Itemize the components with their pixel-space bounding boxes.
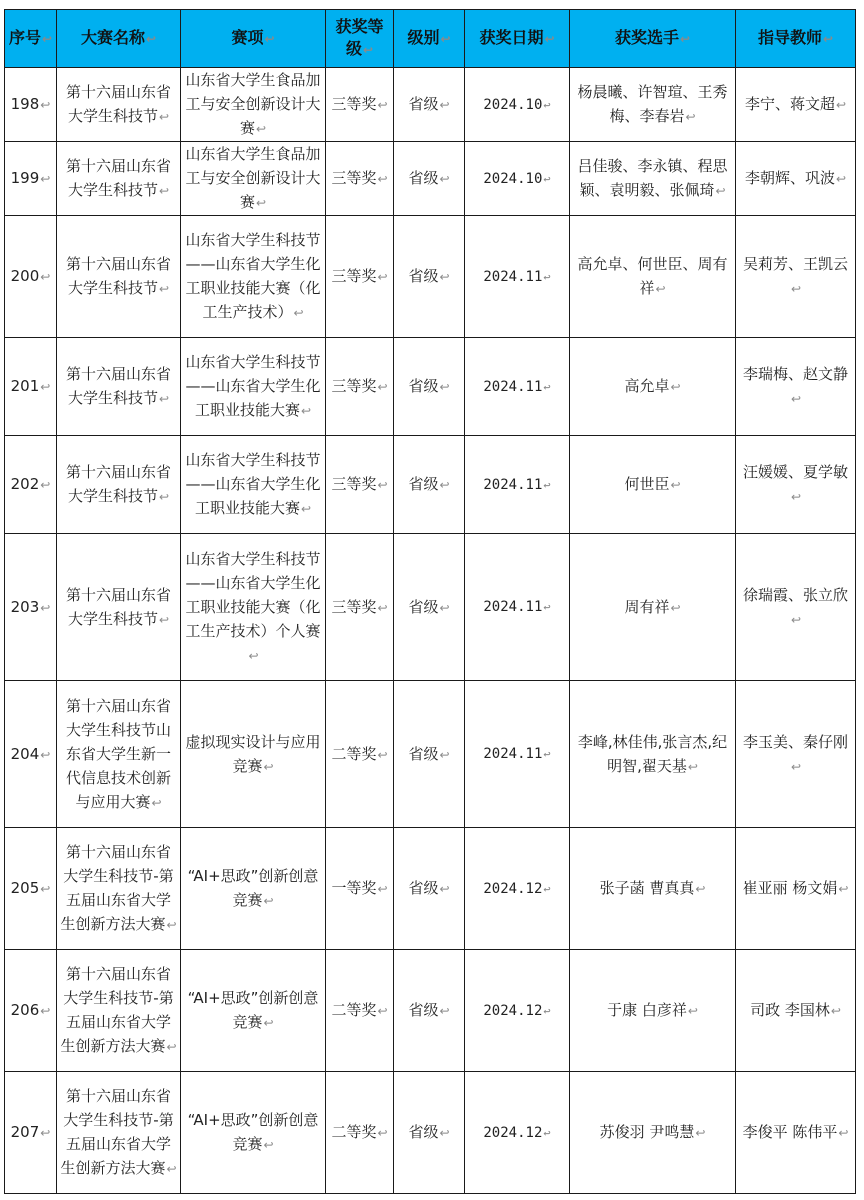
paragraph-mark: ↩: [790, 392, 802, 406]
paragraph-mark: ↩: [40, 172, 51, 186]
cell-students: 于康 白彦祥↩: [570, 950, 736, 1072]
header-contest: 大赛名称↩: [57, 10, 181, 68]
paragraph-mark: ↩: [439, 172, 450, 186]
cell-event: 山东省大学生食品加工与安全创新设计大赛↩: [181, 68, 326, 142]
paragraph-mark: ↩: [40, 380, 51, 394]
paragraph-mark: ↩: [377, 1126, 388, 1140]
paragraph-mark: ↩: [439, 882, 450, 896]
cell-no: 203↩: [5, 534, 57, 681]
paragraph-mark: ↩: [377, 1004, 388, 1018]
paragraph-mark: ↩: [439, 380, 450, 394]
paragraph-mark: ↩: [439, 98, 450, 112]
cell-contest: 第十六届山东省大学生科技节↩: [57, 534, 181, 681]
paragraph-mark: ↩: [377, 478, 388, 492]
cell-date: 2024.10↩: [465, 68, 570, 142]
header-no: 序号↩: [5, 10, 57, 68]
cell-award: 三等奖↩: [326, 68, 394, 142]
cell-students: 高允卓↩: [570, 338, 736, 436]
paragraph-mark: ↩: [790, 490, 802, 504]
paragraph-mark: ↩: [830, 1004, 841, 1018]
paragraph-mark: ↩: [790, 759, 802, 774]
cell-level: 省级↩: [394, 216, 465, 338]
table-row: [5, 142, 856, 216]
cell-students: 高允卓、何世臣、周有祥↩: [570, 216, 736, 338]
paragraph-mark: ↩: [377, 600, 388, 615]
paragraph-mark: ↩: [439, 478, 450, 492]
paragraph-mark: ↩: [263, 759, 274, 774]
cell-no: 198↩: [5, 68, 57, 142]
cell-event: “AI+思政”创新创意竞赛↩: [181, 828, 326, 950]
cell-teachers: 司政 李国林↩: [736, 950, 856, 1072]
cell-students: 杨晨曦、许智瑄、王秀梅、李春岩↩: [570, 68, 736, 142]
paragraph-mark: ↩: [40, 600, 51, 615]
header-level: 级别↩: [394, 10, 465, 68]
cell-level: 省级↩: [394, 1072, 465, 1194]
cell-level: 省级↩: [394, 142, 465, 216]
cell-level: 省级↩: [394, 68, 465, 142]
cell-teachers: 李玉美、秦仔刚↩: [736, 681, 856, 828]
cell-award: 三等奖↩: [326, 216, 394, 338]
paragraph-mark: ↩: [790, 282, 802, 296]
cell-no: 205↩: [5, 828, 57, 950]
table-row: [5, 828, 856, 950]
cell-date: 2024.12↩: [465, 828, 570, 950]
cell-event: “AI+思政”创新创意竞赛↩: [181, 950, 326, 1072]
paragraph-mark: ↩: [439, 1126, 450, 1140]
table-row: [5, 216, 856, 338]
paragraph-mark: ↩: [439, 1004, 450, 1018]
cell-contest: 第十六届山东省大学生科技节↩: [57, 216, 181, 338]
paragraph-mark: ↩: [543, 477, 551, 492]
paragraph-mark: ↩: [158, 282, 170, 296]
paragraph-mark: ↩: [377, 98, 388, 112]
awards-table: [4, 9, 856, 1194]
cell-date: 2024.11↩: [465, 338, 570, 436]
cell-students: 何世臣↩: [570, 436, 736, 534]
paragraph-mark: ↩: [838, 1126, 849, 1140]
paragraph-mark: ↩: [695, 1126, 706, 1140]
cell-no: 207↩: [5, 1072, 57, 1194]
cell-no: 200↩: [5, 216, 57, 338]
cell-contest: 第十六届山东省大学生科技节-第五届山东省大学生创新方法大赛↩: [57, 950, 181, 1072]
paragraph-mark: ↩: [439, 270, 450, 284]
cell-students: 吕佳骏、李永镇、程思颖、袁明毅、张佩琦↩: [570, 142, 736, 216]
paragraph-mark: ↩: [439, 747, 450, 762]
paragraph-mark: ↩: [655, 282, 666, 296]
cell-award: 二等奖↩: [326, 681, 394, 828]
cell-contest: 第十六届山东省大学生科技节-第五届山东省大学生创新方法大赛↩: [57, 828, 181, 950]
cell-date: 2024.10↩: [465, 142, 570, 216]
cell-no: 204↩: [5, 681, 57, 828]
table-row: [5, 681, 856, 828]
header-students: 获奖选手↩: [570, 10, 736, 68]
paragraph-mark: ↩: [543, 269, 551, 284]
cell-students: 张子菡 曹真真↩: [570, 828, 736, 950]
paragraph-mark: ↩: [687, 1004, 698, 1018]
paragraph-mark: ↩: [158, 110, 170, 124]
cell-award: 三等奖↩: [326, 142, 394, 216]
cell-teachers: 李瑞梅、赵文静↩: [736, 338, 856, 436]
cell-date: 2024.11↩: [465, 534, 570, 681]
paragraph-mark: ↩: [300, 502, 312, 516]
paragraph-mark: ↩: [151, 795, 162, 810]
cell-teachers: 吴莉芳、王凯云↩: [736, 216, 856, 338]
paragraph-mark: ↩: [687, 759, 698, 774]
cell-contest: 第十六届山东省大学生科技节↩: [57, 142, 181, 216]
cell-teachers: 汪媛媛、夏学敏↩: [736, 436, 856, 534]
cell-award: 二等奖↩: [326, 1072, 394, 1194]
cell-date: 2024.11↩: [465, 681, 570, 828]
cell-award: 三等奖↩: [326, 436, 394, 534]
cell-level: 省级↩: [394, 681, 465, 828]
paragraph-mark: ↩: [300, 404, 312, 418]
paragraph-mark: ↩: [293, 306, 304, 320]
cell-contest: 第十六届山东省大学生科技节-第五届山东省大学生创新方法大赛↩: [57, 1072, 181, 1194]
paragraph-mark: ↩: [543, 97, 551, 112]
cell-students: 周有祥↩: [570, 534, 736, 681]
header-teachers: 指导教师↩: [736, 10, 856, 68]
cell-teachers: 李俊平 陈伟平↩: [736, 1072, 856, 1194]
table-row: [5, 534, 856, 681]
paragraph-mark: ↩: [248, 648, 259, 663]
header-row: [5, 10, 856, 68]
paragraph-mark: ↩: [40, 882, 51, 896]
paragraph-mark: ↩: [685, 110, 696, 124]
paragraph-mark: ↩: [263, 1016, 274, 1030]
cell-award: 一等奖↩: [326, 828, 394, 950]
cell-date: 2024.11↩: [465, 216, 570, 338]
cell-teachers: 徐瑞霞、张立欣↩: [736, 534, 856, 681]
paragraph-mark: ↩: [543, 1125, 551, 1140]
cell-students: 苏俊羽 尹鸣慧↩: [570, 1072, 736, 1194]
paragraph-mark: ↩: [40, 1004, 51, 1018]
cell-students: 李峰,林佳伟,张言杰,纪明智,翟天基↩: [570, 681, 736, 828]
paragraph-mark: ↩: [377, 172, 388, 186]
paragraph-mark: ↩: [543, 881, 551, 896]
cell-date: 2024.11↩: [465, 436, 570, 534]
paragraph-mark: ↩: [377, 380, 388, 394]
paragraph-mark: ↩: [377, 270, 388, 284]
table-row: [5, 1072, 856, 1194]
cell-date: 2024.12↩: [465, 950, 570, 1072]
cell-no: 199↩: [5, 142, 57, 216]
cell-award: 三等奖↩: [326, 338, 394, 436]
paragraph-mark: ↩: [670, 600, 681, 615]
paragraph-mark: ↩: [158, 184, 170, 198]
paragraph-mark: ↩: [695, 882, 706, 896]
paragraph-mark: ↩: [543, 171, 551, 186]
cell-teachers: 李宁、蒋文超↩: [736, 68, 856, 142]
table-row: [5, 338, 856, 436]
cell-level: 省级↩: [394, 534, 465, 681]
paragraph-mark: ↩: [158, 612, 170, 627]
paragraph-mark: ↩: [543, 747, 551, 761]
paragraph-mark: ↩: [263, 894, 274, 908]
paragraph-mark: ↩: [377, 747, 388, 762]
paragraph-mark: ↩: [158, 392, 170, 406]
paragraph-mark: ↩: [670, 478, 681, 492]
table-row: [5, 436, 856, 534]
cell-level: 省级↩: [394, 950, 465, 1072]
paragraph-mark: ↩: [377, 882, 388, 896]
table-row: [5, 950, 856, 1072]
cell-event: 山东省大学生科技节——山东省大学生化工职业技能大赛（化工生产技术）↩: [181, 216, 326, 338]
cell-event: “AI+思政”创新创意竞赛↩: [181, 1072, 326, 1194]
paragraph-mark: ↩: [543, 1003, 551, 1018]
header-event: 赛项↩: [181, 10, 326, 68]
paragraph-mark: ↩: [670, 380, 681, 394]
cell-event: 山东省大学生食品加工与安全创新设计大赛↩: [181, 142, 326, 216]
cell-event: 山东省大学生科技节——山东省大学生化工职业技能大赛（化工生产技术）个人赛↩: [181, 534, 326, 681]
paragraph-mark: ↩: [40, 478, 51, 492]
header-award: 获奖等级↩: [326, 10, 394, 68]
cell-teachers: 崔亚丽 杨文娟↩: [736, 828, 856, 950]
paragraph-mark: ↩: [158, 490, 170, 504]
paragraph-mark: ↩: [715, 184, 726, 198]
cell-contest: 第十六届山东省大学生科技节↩: [57, 436, 181, 534]
paragraph-mark: ↩: [439, 600, 450, 615]
cell-contest: 第十六届山东省大学生科技节↩: [57, 338, 181, 436]
cell-level: 省级↩: [394, 436, 465, 534]
paragraph-mark: ↩: [790, 612, 802, 627]
cell-event: 山东省大学生科技节——山东省大学生化工职业技能大赛↩: [181, 436, 326, 534]
cell-teachers: 李朝辉、巩波↩: [736, 142, 856, 216]
paragraph-mark: ↩: [543, 600, 551, 614]
paragraph-mark: ↩: [263, 1138, 274, 1152]
cell-no: 202↩: [5, 436, 57, 534]
cell-event: 山东省大学生科技节——山东省大学生化工职业技能大赛↩: [181, 338, 326, 436]
cell-level: 省级↩: [394, 338, 465, 436]
paragraph-mark: ↩: [835, 98, 847, 112]
cell-no: 201↩: [5, 338, 57, 436]
cell-date: 2024.12↩: [465, 1072, 570, 1194]
paragraph-mark: ↩: [543, 379, 551, 394]
paragraph-mark: ↩: [835, 172, 847, 186]
paragraph-mark: ↩: [40, 270, 51, 284]
cell-no: 206↩: [5, 950, 57, 1072]
paragraph-mark: ↩: [40, 98, 51, 112]
paragraph-mark: ↩: [166, 918, 177, 932]
header-date: 获奖日期↩: [465, 10, 570, 68]
paragraph-mark: ↩: [255, 122, 267, 136]
paragraph-mark: ↩: [166, 1162, 177, 1176]
paragraph-mark: ↩: [838, 882, 849, 896]
paragraph-mark: ↩: [40, 1126, 51, 1140]
cell-contest: 第十六届山东省大学生科技节↩: [57, 68, 181, 142]
paragraph-mark: ↩: [40, 747, 51, 762]
table-row: [5, 68, 856, 142]
cell-award: 二等奖↩: [326, 950, 394, 1072]
cell-award: 三等奖↩: [326, 534, 394, 681]
paragraph-mark: ↩: [166, 1040, 177, 1054]
cell-contest: 第十六届山东省大学生科技节山东省大学生新一代信息技术创新与应用大赛↩: [57, 681, 181, 828]
cell-level: 省级↩: [394, 828, 465, 950]
paragraph-mark: ↩: [255, 196, 267, 210]
cell-event: 虚拟现实设计与应用竞赛↩: [181, 681, 326, 828]
